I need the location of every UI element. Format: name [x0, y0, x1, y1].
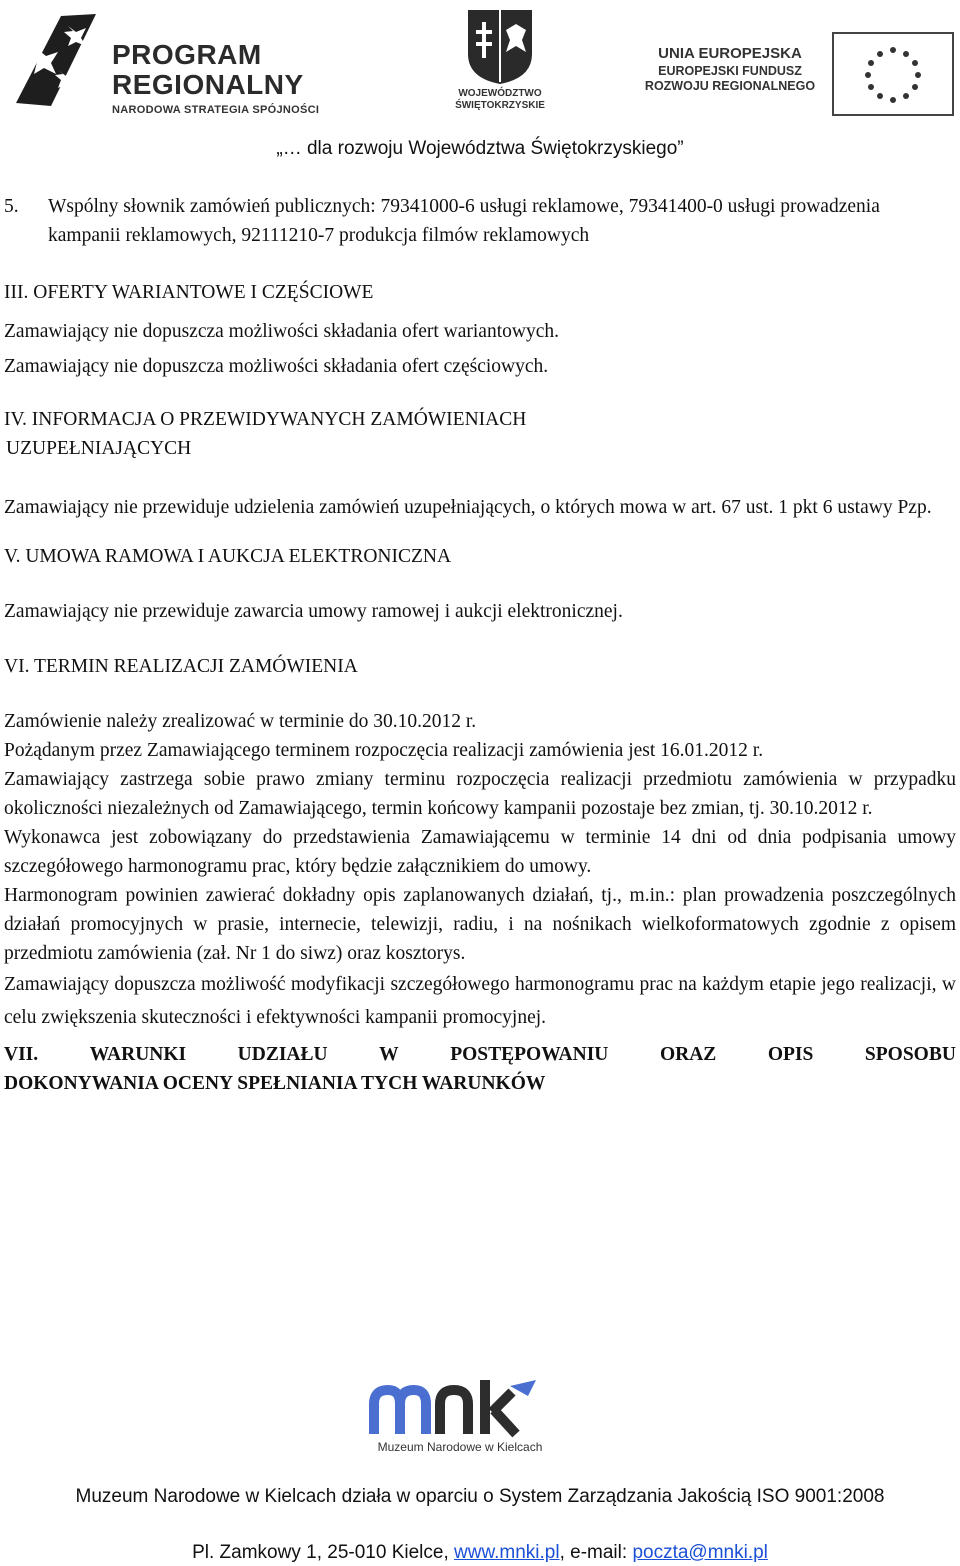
section-4-paragraph-1: Zamawiający nie przewiduje udzielenia zamówień uzupełniających, o których mowa w art. 67 ust. 1 pkt 6 ustawy Pzp.	[4, 497, 932, 518]
swietokrzyskie-logo	[440, 6, 560, 120]
section-6-paragraph-3: Zamawiający zastrzega sobie prawo zmiany terminu rozpoczęcia realizacji przedmiotu zamówienia w przypadku okoliczności niezależnych od Zamawiającego, termin końcowy kampanii pozostaje bez zmian, tj. 30.10.2012 r.	[4, 769, 956, 819]
section-7-heading-line2: DOKONYWANIA OCENY SPEŁNIANIA TYCH WARUNKÓW	[4, 1073, 546, 1094]
section-6-paragraph-5: Harmonogram powinien zawierać dokładny opis zaplanowanych działań, tj., m.in.: plan prowadzenia poszczególnych działań promocyjnych w prasie, internecie, telewizji, radiu, i na nośnikach wielkoformatowych zgodnie z opisem przedmiotu zamówienia (zał. Nr 1 do siwz) oraz kosztorys.	[4, 885, 956, 964]
section-3-paragraph-1: Zamawiający nie dopuszcza możliwości składania ofert wariantowych.	[4, 321, 559, 342]
section-6-paragraph-4: Wykonawca jest zobowiązany do przedstawienia Zamawiającemu w terminie 14 dni od dnia podpisania umowy szczegółowego harmonogramu prac, który będzie załącznikiem do umowy.	[4, 827, 956, 877]
section-7-word: VII.	[4, 1044, 39, 1065]
website-link[interactable]: www.mnki.pl	[454, 1542, 560, 1563]
footer-iso-text: Muzeum Narodowe w Kielcach działa w oparciu o System Zarządzania Jakością ISO 9001:2008	[75, 1486, 885, 1507]
email-link[interactable]: poczta@mnki.pl	[632, 1542, 768, 1563]
section-7-word: W	[379, 1044, 399, 1065]
section-7-word: POSTĘPOWANIU	[450, 1044, 609, 1065]
section-7-heading	[4, 1040, 956, 1098]
program-logo-line1: PROGRAM	[112, 39, 262, 70]
section-7-heading-line1	[4, 1040, 956, 1069]
section-7-word: WARUNKI	[89, 1044, 187, 1065]
section-6-heading: VI. TERMIN REALIZACJI ZAMÓWIENIA	[4, 656, 358, 677]
section-3-heading: III. OFERTY WARIANTOWE I CZĘŚCIOWE	[4, 282, 374, 303]
section-5-paragraph-1: Zamawiający nie przewiduje zawarcia umowy ramowej i aukcji elektronicznej.	[4, 601, 623, 622]
coat-of-arms-icon	[440, 6, 560, 86]
section-6-paragraph-1: Zamówienie należy zrealizować w terminie do 30.10.2012 r.	[4, 711, 477, 732]
program-logo-emblem-icon	[6, 8, 106, 118]
section-5-heading: V. UMOWA RAMOWA I AUKCJA ELEKTRONICZNA	[4, 546, 452, 567]
region-logo-line2: ŚWIĘTOKRZYSKIE	[455, 100, 545, 111]
section-3-paragraph-2: Zamawiający nie dopuszcza możliwości składania ofert częściowych.	[4, 356, 549, 377]
eu-logo-line3: ROZWOJU REGIONALNEGO	[644, 79, 816, 93]
page-header	[0, 0, 960, 170]
region-logo-line1: WOJEWÓDZTWO	[458, 88, 542, 99]
eu-logo-line2: EUROPEJSKI FUNDUSZ	[658, 64, 802, 78]
section-7-word: OPIS	[767, 1044, 814, 1065]
section-6-paragraph-2: Pożądanym przez Zamawiającego terminem rozpoczęcia realizacji zamówienia jest 16.01.2012 r.	[4, 740, 764, 761]
mnk-logo-icon	[360, 1376, 560, 1440]
document-body	[4, 192, 956, 1098]
program-regionalny-logo	[6, 8, 366, 120]
eu-fund-logo	[640, 30, 956, 120]
section-4-heading-line1: IV. INFORMACJA O PRZEWIDYWANYCH ZAMÓWIENIACH	[4, 409, 527, 430]
section-7-word: ORAZ	[659, 1044, 717, 1065]
eu-flag-icon	[832, 32, 954, 116]
cpv-list-item	[4, 192, 956, 250]
cpv-codes-text: Wspólny słownik zamówień publicznych: 79341000-6 usługi reklamowe, 79341400-0 usługi prowadzenia kampanii reklamowych, 92111210-7 produkcja filmów reklamowych	[48, 196, 880, 246]
section-7-word: SPOSOBU	[864, 1044, 956, 1065]
section-7-word: UDZIAŁU	[237, 1044, 328, 1065]
program-logo-line3: NARODOWA STRATEGIA SPÓJNOŚCI	[112, 104, 320, 116]
museum-logo-caption: Muzeum Narodowe w Kielcach	[377, 1440, 543, 1454]
museum-logo	[360, 1376, 560, 1464]
footer-email-label: , e-mail:	[559, 1542, 633, 1563]
program-logo-line2: REGIONALNY	[112, 69, 304, 100]
eu-logo-line1: UNIA EUROPEJSKA	[658, 45, 802, 62]
footer-address-text: Pl. Zamkowy 1, 25-010 Kielce,	[192, 1542, 454, 1563]
header-motto: „… dla rozwoju Województwa Świętokrzyskiego”	[276, 138, 684, 159]
list-item-number: 5.	[4, 196, 19, 217]
section-6-paragraph-6: Zamawiający dopuszcza możliwość modyfikacji szczegółowego harmonogramu prac na każdym etapie jego realizacji, w celu zwiększenia skuteczności i efektywności kampanii promocyjnej.	[4, 974, 956, 1028]
section-4-heading-line2: UZUPEŁNIAJĄCYCH	[6, 438, 192, 459]
footer-address	[0, 1542, 960, 1564]
